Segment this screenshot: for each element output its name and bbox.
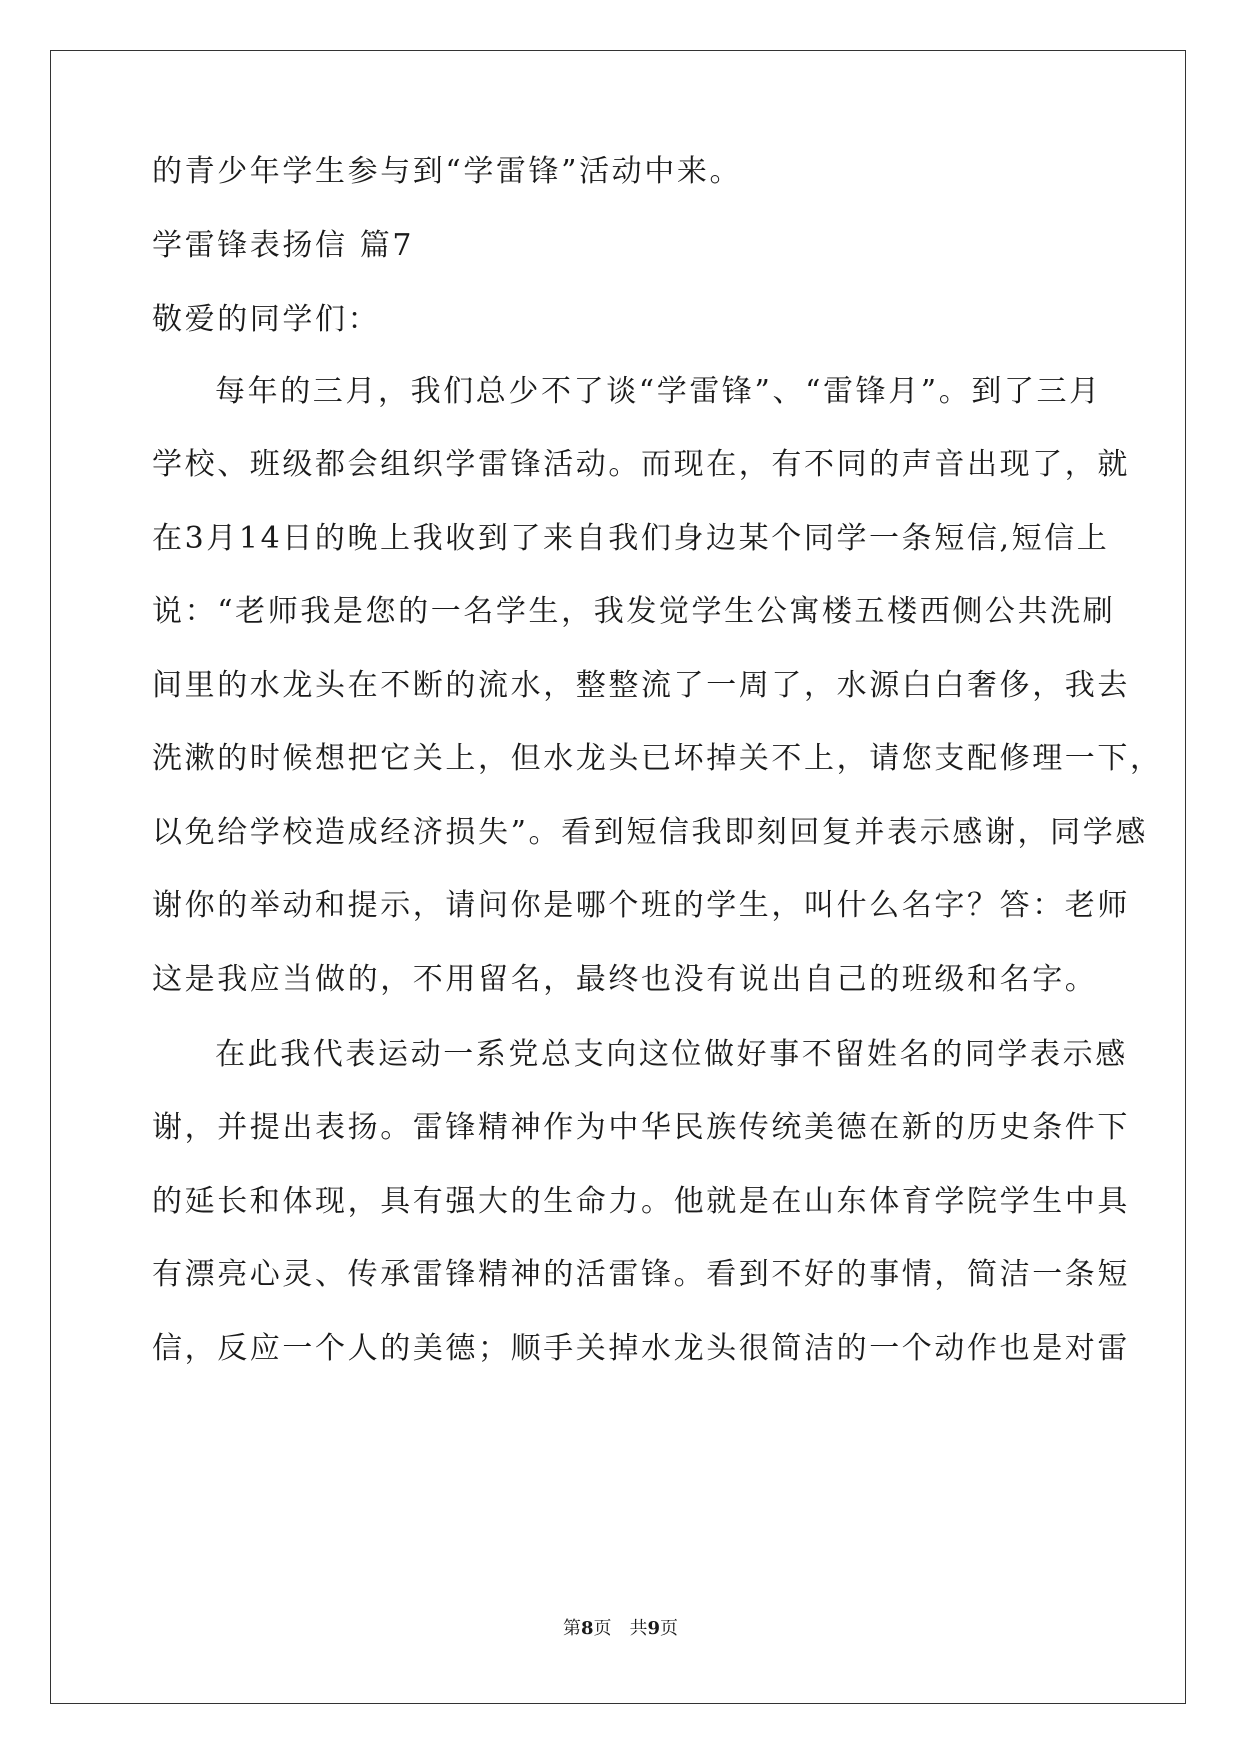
section-heading: 学雷锋表扬信 篇7	[152, 228, 415, 263]
page-border	[50, 50, 1186, 1704]
footer-page-suffix: 页	[593, 1618, 612, 1639]
paragraph-line: 洗漱的时候想把它关上，但水龙头已坏掉关不上，请您支配修理一下，	[152, 741, 1163, 776]
paragraph-line: 以免给学校造成经济损失”。看到短信我即刻回复并表示感谢，同学感	[152, 815, 1148, 850]
paragraph-line: 这是我应当做的，不用留名，最终也没有说出自己的班级和名字。	[152, 962, 1098, 997]
paragraph-line: 学校、班级都会组织学雷锋活动。而现在，有不同的声音出现了，就	[152, 447, 1130, 482]
paragraph-line: 在3月14日的晚上我收到了来自我们身边某个同学一条短信,短信上	[152, 521, 1110, 556]
paragraph-line: 在此我代表运动一系党总支向这位做好事不留姓名的同学表示感	[215, 1037, 1128, 1072]
total-pages-number: 9	[647, 1618, 661, 1639]
current-page-number: 8	[580, 1618, 594, 1639]
paragraph-line: 信，反应一个人的美德；顺手关掉水龙头很简洁的一个动作也是对雷	[152, 1331, 1130, 1366]
paragraph-line: 每年的三月，我们总少不了谈“学雷锋”、“雷锋月”。到了三月	[215, 374, 1102, 409]
footer-prefix: 第	[562, 1618, 581, 1639]
paragraph-line: 说：“老师我是您的一名学生，我发觉学生公寓楼五楼西侧公共洗刷	[152, 594, 1116, 629]
paragraph-line: 谢你的举动和提示，请问你是哪个班的学生，叫什么名字？答：老师	[152, 888, 1130, 923]
page-footer	[0, 1617, 1241, 1641]
footer-total-suffix: 页	[660, 1618, 679, 1639]
paragraph-line: 的延长和体现，具有强大的生命力。他就是在山东体育学院学生中具	[152, 1184, 1130, 1219]
paragraph-line: 谢，并提出表扬。雷锋精神作为中华民族传统美德在新的历史条件下	[152, 1110, 1130, 1145]
footer-total-prefix: 共	[629, 1618, 648, 1639]
paragraph-line: 有漂亮心灵、传承雷锋精神的活雷锋。看到不好的事情，简洁一条短	[152, 1257, 1130, 1292]
paragraph-line: 间里的水龙头在不断的流水，整整流了一周了，水源白白奢侈，我去	[152, 668, 1130, 703]
salutation: 敬爱的同学们：	[152, 302, 381, 337]
body-line: 的青少年学生参与到“学雷锋”活动中来。	[152, 154, 743, 189]
